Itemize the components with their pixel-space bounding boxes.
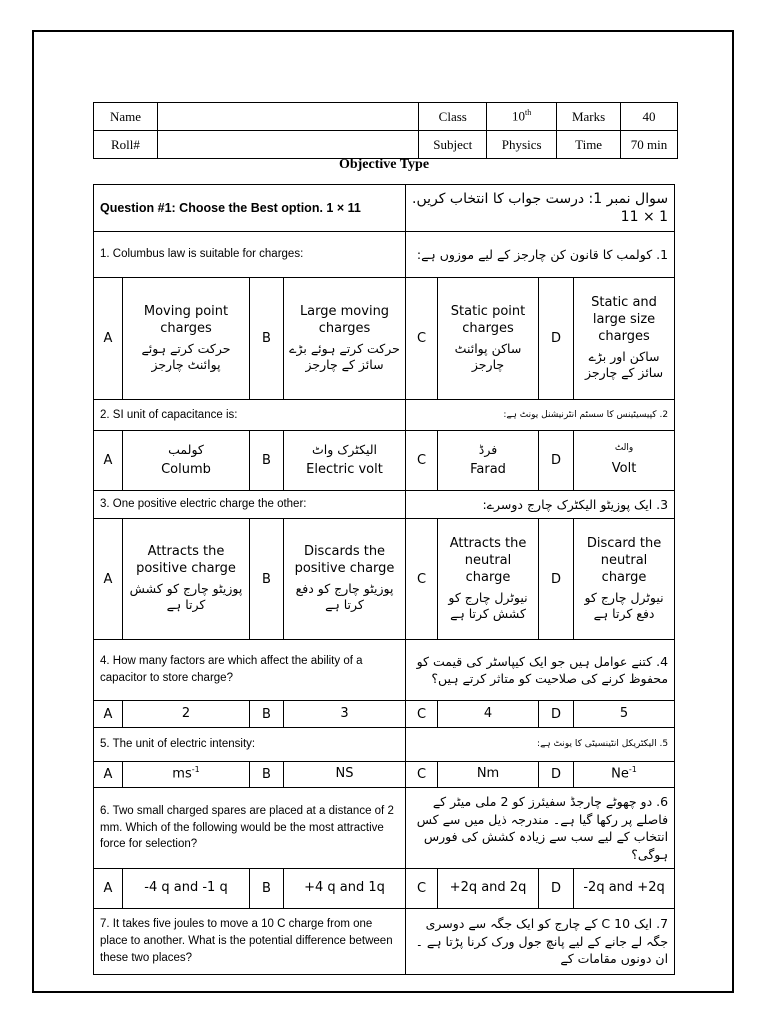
class-value	[487, 103, 557, 131]
question-2-ur: 2. کپیسیٹینس کا سسٹم انٹرنیشنل یونٹ ہے:	[406, 400, 675, 431]
option-en: Discards the positive charge	[294, 544, 395, 577]
option-en: Attracts the positive charge	[136, 544, 236, 577]
time-label: Time	[557, 131, 621, 159]
question-3-ur: 3. ایک پوزیٹو الیکٹرک چارج دوسرے:	[406, 491, 675, 519]
option-letter: B	[250, 869, 284, 909]
option-ur: نیوٹرل چارج کو دفع کرتا ہے	[584, 589, 664, 621]
instruction-ur: سوال نمبر 1: درست جواب کا انتخاب کریں. 1 × 11	[406, 185, 675, 232]
option-exponent: -1	[628, 765, 637, 775]
option-letter: C	[406, 278, 438, 400]
option-en: Discard the neutral charge	[586, 535, 662, 585]
option-letter: A	[94, 431, 123, 491]
option-en: Static point charges	[450, 303, 526, 336]
roll-field[interactable]	[157, 131, 418, 159]
option-4c[interactable]: 4	[438, 701, 539, 728]
option-en: Electric volt	[306, 462, 383, 478]
option-1a[interactable]	[123, 278, 250, 400]
option-2b[interactable]	[284, 431, 406, 491]
option-letter: D	[539, 701, 574, 728]
option-3b[interactable]	[284, 519, 406, 640]
option-ur: نیوٹرل چارج کو کشش کرتا ہے	[448, 589, 528, 621]
option-ur: حرکت کرتے ہوئے پوائنٹ چارجز	[141, 340, 231, 372]
option-ur: پوزیٹو چارج کو دفع کرتا ہے	[295, 581, 394, 613]
subject-label: Subject	[419, 131, 487, 159]
option-letter: C	[406, 431, 438, 491]
marks-label: Marks	[557, 103, 621, 131]
option-letter: A	[94, 519, 123, 640]
option-exponent: -1	[191, 765, 200, 775]
option-letter: A	[94, 762, 123, 788]
option-en: Columb	[161, 462, 211, 478]
option-3c[interactable]	[438, 519, 539, 640]
class-suffix: th	[525, 108, 532, 118]
option-6a[interactable]: -4 q and -1 q	[123, 869, 250, 909]
option-letter: A	[94, 278, 123, 400]
question-1-en: 1. Columbus law is suitable for charges:	[94, 232, 406, 278]
option-letter: D	[539, 762, 574, 788]
subject-value: Physics	[487, 131, 557, 159]
option-1c[interactable]	[438, 278, 539, 400]
option-en: Attracts the neutral charge	[449, 535, 527, 585]
objective-questions-table	[93, 184, 675, 975]
option-3d[interactable]	[574, 519, 675, 640]
option-letter: B	[250, 519, 284, 640]
option-ur: ساکن اور بڑے سائز کے چارجز	[585, 349, 664, 381]
roll-label: Roll#	[94, 131, 158, 159]
marks-value: 40	[621, 103, 678, 131]
option-letter: C	[406, 519, 438, 640]
option-letter: C	[406, 762, 438, 788]
option-letter: A	[94, 869, 123, 909]
name-field[interactable]	[157, 103, 418, 131]
question-5-en: 5. The unit of electric intensity:	[94, 728, 406, 762]
option-3a[interactable]	[123, 519, 250, 640]
section-title: Objective Type	[338, 157, 430, 172]
option-letter: B	[250, 431, 284, 491]
option-2c[interactable]	[438, 431, 539, 491]
class-number: 10	[512, 108, 526, 124]
option-en: Farad	[470, 462, 506, 478]
student-info-table	[93, 102, 678, 159]
time-value: 70 min	[621, 131, 678, 159]
question-4-ur: 4. کتنے عوامل ہیں جو ایک کیپاسٹر کی قیمت کو محفوظ کرنے کی صلاحیت کو متاثر کرتے ہیں؟	[406, 640, 675, 701]
option-ur: حرکت کرتے ہوئے بڑے سائز کے چارجز	[289, 340, 400, 372]
option-4d[interactable]: 5	[574, 701, 675, 728]
option-ur: پوزیٹو چارج کو کشش کرتا ہے	[129, 581, 243, 613]
option-en: ms	[172, 766, 192, 782]
option-ur: والٹ	[614, 443, 634, 454]
question-7-ur: 7. ایک 10 C کے چارج کو ایک جگہ سے دوسری جگہ لے جانے کے لیے پانچ جول ورک کرنا پڑتا ہے ۔ ان دونوں مقامات کے	[406, 909, 675, 975]
question-1-ur: 1. کولمب کا قانون کن چارجز کے لیے موزوں ہے:	[406, 232, 675, 278]
option-1b[interactable]	[284, 278, 406, 400]
question-4-en: 4. How many factors are which affect the ability of a capacitor to store charge?	[94, 640, 406, 701]
option-ur: فرڈ	[478, 441, 498, 457]
option-en: Moving point charges	[143, 303, 229, 336]
option-en: Ne	[611, 766, 629, 782]
name-label: Name	[94, 103, 158, 131]
option-6d[interactable]: -2q and +2q	[574, 869, 675, 909]
option-en: Large moving charges	[299, 303, 390, 336]
option-letter: D	[539, 519, 574, 640]
option-ur: ساکن پوائنٹ چارجز	[454, 340, 522, 372]
option-6c[interactable]: +2q and 2q	[438, 869, 539, 909]
option-2a[interactable]	[123, 431, 250, 491]
option-5b[interactable]: NS	[284, 762, 406, 788]
option-letter: B	[250, 762, 284, 788]
question-5-ur: 5. الیکٹریکل انٹینسیٹی کا یونٹ ہے:	[406, 728, 675, 762]
question-2-en: 2. SI unit of capacitance is:	[94, 400, 406, 431]
option-letter: B	[250, 278, 284, 400]
question-6-en: 6. Two small charged spares are placed at a distance of 2 mm. Which of the following would be the most attractive force for selection?	[94, 788, 406, 869]
option-4a[interactable]: 2	[123, 701, 250, 728]
option-5c[interactable]: Nm	[438, 762, 539, 788]
option-letter: D	[539, 278, 574, 400]
option-en: Static and large size charges	[591, 295, 657, 345]
question-7-en: 7. It takes five joules to move a 10 C charge from one place to another. What is the potential difference between these two places?	[94, 909, 406, 975]
option-4b[interactable]: 3	[284, 701, 406, 728]
option-2d[interactable]	[574, 431, 675, 491]
option-letter: D	[539, 431, 574, 491]
option-1d[interactable]	[574, 278, 675, 400]
option-ur: کولمب	[168, 441, 204, 457]
option-ur: الیکٹرک واٹ	[311, 441, 378, 457]
option-letter: C	[406, 869, 438, 909]
option-letter: A	[94, 701, 123, 728]
question-6-ur: 6. دو چھوٹے چارجڈ سفیئرز کو 2 ملی میٹر کے فاصلے پر رکھا گیا ہے۔ مندرجہ ذیل میں سے کس انتخاب کے لیے سب سے زیادہ کشش کی فورس ہوگی؟	[406, 788, 675, 869]
option-5d[interactable]	[574, 762, 675, 788]
option-letter: C	[406, 701, 438, 728]
option-en: Volt	[611, 460, 637, 476]
class-label: Class	[419, 103, 487, 131]
option-letter: D	[539, 869, 574, 909]
instruction-en: Question #1: Choose the Best option. 1 × 11	[94, 185, 406, 232]
option-5a[interactable]	[123, 762, 250, 788]
option-6b[interactable]: +4 q and 1q	[284, 869, 406, 909]
question-3-en: 3. One positive electric charge the other:	[94, 491, 406, 519]
option-letter: B	[250, 701, 284, 728]
